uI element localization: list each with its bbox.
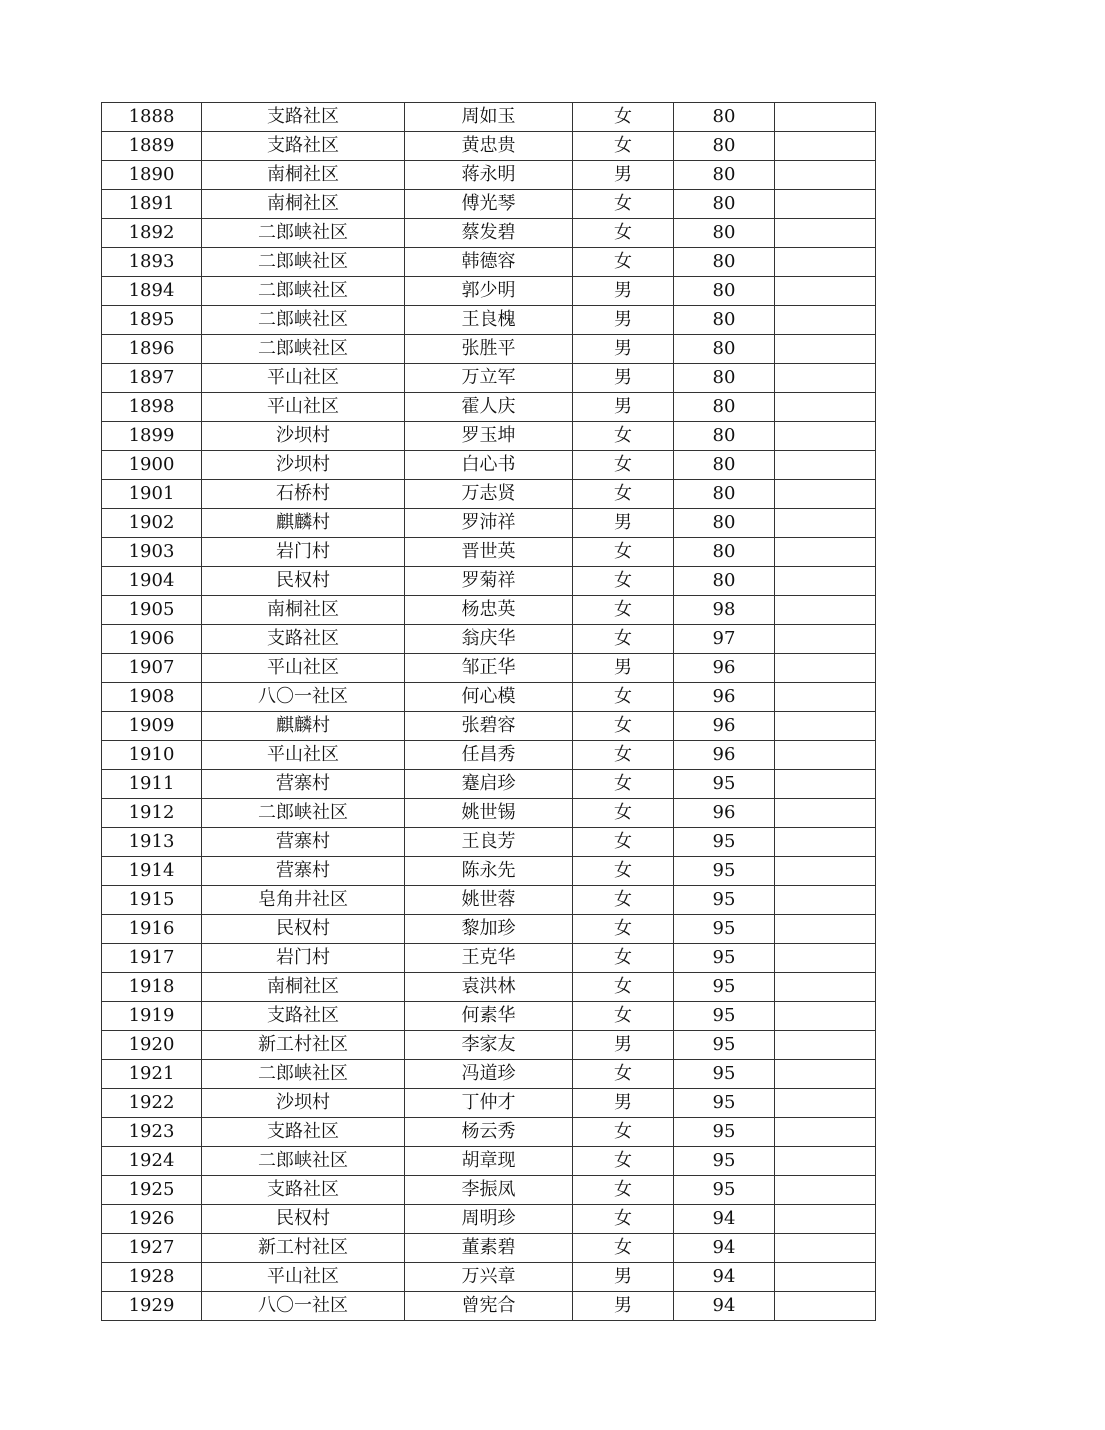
serial-number-cell: 1918 (102, 973, 202, 1002)
gender-cell: 女 (573, 538, 674, 567)
gender-cell: 女 (573, 1118, 674, 1147)
remarks-cell (775, 190, 876, 219)
name-cell: 胡章现 (405, 1147, 573, 1176)
age-cell: 95 (674, 1089, 775, 1118)
remarks-cell (775, 886, 876, 915)
age-cell: 95 (674, 1060, 775, 1089)
serial-number-cell: 1889 (102, 132, 202, 161)
serial-number-cell: 1902 (102, 509, 202, 538)
remarks-cell (775, 1060, 876, 1089)
name-cell: 霍人庆 (405, 393, 573, 422)
remarks-cell (775, 1176, 876, 1205)
gender-cell: 女 (573, 219, 674, 248)
gender-cell: 女 (573, 103, 674, 132)
table-row (102, 1205, 876, 1234)
name-cell: 王良芳 (405, 828, 573, 857)
serial-number-cell: 1892 (102, 219, 202, 248)
gender-cell: 女 (573, 1176, 674, 1205)
remarks-cell (775, 915, 876, 944)
age-cell: 80 (674, 364, 775, 393)
table-row (102, 190, 876, 219)
table-row (102, 625, 876, 654)
age-cell: 80 (674, 132, 775, 161)
community-cell: 平山社区 (202, 654, 405, 683)
remarks-cell (775, 857, 876, 886)
gender-cell: 女 (573, 596, 674, 625)
gender-cell: 男 (573, 277, 674, 306)
name-cell: 张碧容 (405, 712, 573, 741)
name-cell: 王良槐 (405, 306, 573, 335)
name-cell: 陈永先 (405, 857, 573, 886)
table-row (102, 886, 876, 915)
age-cell: 80 (674, 103, 775, 132)
age-cell: 95 (674, 915, 775, 944)
age-cell: 94 (674, 1263, 775, 1292)
name-cell: 何心模 (405, 683, 573, 712)
remarks-cell (775, 712, 876, 741)
community-cell: 二郎峡社区 (202, 277, 405, 306)
table-row (102, 1002, 876, 1031)
age-cell: 96 (674, 683, 775, 712)
gender-cell: 女 (573, 1205, 674, 1234)
name-cell: 杨云秀 (405, 1118, 573, 1147)
remarks-cell (775, 654, 876, 683)
table-row (102, 741, 876, 770)
age-cell: 95 (674, 828, 775, 857)
gender-cell: 女 (573, 1060, 674, 1089)
age-cell: 94 (674, 1292, 775, 1321)
age-cell: 95 (674, 1147, 775, 1176)
name-cell: 周如玉 (405, 103, 573, 132)
table-row (102, 1089, 876, 1118)
table-row (102, 828, 876, 857)
name-cell: 李家友 (405, 1031, 573, 1060)
age-cell: 80 (674, 422, 775, 451)
name-cell: 黄忠贵 (405, 132, 573, 161)
name-cell: 丁仲才 (405, 1089, 573, 1118)
age-cell: 80 (674, 509, 775, 538)
serial-number-cell: 1897 (102, 364, 202, 393)
table-row (102, 973, 876, 1002)
table-row (102, 1234, 876, 1263)
community-cell: 岩门村 (202, 538, 405, 567)
serial-number-cell: 1910 (102, 741, 202, 770)
gender-cell: 女 (573, 451, 674, 480)
community-cell: 二郎峡社区 (202, 248, 405, 277)
table-row (102, 1292, 876, 1321)
serial-number-cell: 1925 (102, 1176, 202, 1205)
name-cell: 黎加珍 (405, 915, 573, 944)
community-cell: 八〇一社区 (202, 683, 405, 712)
table-row (102, 944, 876, 973)
age-cell: 80 (674, 480, 775, 509)
gender-cell: 男 (573, 335, 674, 364)
remarks-cell (775, 451, 876, 480)
name-cell: 周明珍 (405, 1205, 573, 1234)
age-cell: 80 (674, 277, 775, 306)
age-cell: 80 (674, 393, 775, 422)
name-cell: 傅光琴 (405, 190, 573, 219)
name-cell: 姚世锡 (405, 799, 573, 828)
community-cell: 南桐社区 (202, 973, 405, 1002)
serial-number-cell: 1911 (102, 770, 202, 799)
age-cell: 97 (674, 625, 775, 654)
community-cell: 南桐社区 (202, 161, 405, 190)
name-cell: 蹇启珍 (405, 770, 573, 799)
serial-number-cell: 1894 (102, 277, 202, 306)
serial-number-cell: 1916 (102, 915, 202, 944)
remarks-cell (775, 393, 876, 422)
community-cell: 二郎峡社区 (202, 306, 405, 335)
remarks-cell (775, 306, 876, 335)
table-row (102, 480, 876, 509)
remarks-cell (775, 161, 876, 190)
table-row (102, 219, 876, 248)
community-cell: 沙坝村 (202, 451, 405, 480)
community-cell: 南桐社区 (202, 190, 405, 219)
serial-number-cell: 1917 (102, 944, 202, 973)
serial-number-cell: 1923 (102, 1118, 202, 1147)
age-cell: 80 (674, 538, 775, 567)
name-cell: 罗玉坤 (405, 422, 573, 451)
age-cell: 80 (674, 219, 775, 248)
age-cell: 80 (674, 567, 775, 596)
name-cell: 任昌秀 (405, 741, 573, 770)
age-cell: 94 (674, 1205, 775, 1234)
community-cell: 二郎峡社区 (202, 335, 405, 364)
table-row (102, 422, 876, 451)
table-row (102, 364, 876, 393)
table-row (102, 393, 876, 422)
name-cell: 蔡发碧 (405, 219, 573, 248)
serial-number-cell: 1914 (102, 857, 202, 886)
serial-number-cell: 1926 (102, 1205, 202, 1234)
age-cell: 95 (674, 1002, 775, 1031)
table-row (102, 1263, 876, 1292)
gender-cell: 女 (573, 422, 674, 451)
table-row (102, 654, 876, 683)
gender-cell: 男 (573, 509, 674, 538)
table-row (102, 799, 876, 828)
gender-cell: 女 (573, 944, 674, 973)
gender-cell: 女 (573, 567, 674, 596)
age-cell: 80 (674, 451, 775, 480)
table-row (102, 248, 876, 277)
community-cell: 平山社区 (202, 364, 405, 393)
community-cell: 营寨村 (202, 770, 405, 799)
community-cell: 二郎峡社区 (202, 1060, 405, 1089)
name-cell: 蒋永明 (405, 161, 573, 190)
community-cell: 岩门村 (202, 944, 405, 973)
name-cell: 翁庆华 (405, 625, 573, 654)
gender-cell: 女 (573, 480, 674, 509)
name-cell: 曾宪合 (405, 1292, 573, 1321)
age-cell: 80 (674, 335, 775, 364)
community-cell: 皂角井社区 (202, 886, 405, 915)
table-row (102, 1060, 876, 1089)
remarks-cell (775, 509, 876, 538)
community-cell: 二郎峡社区 (202, 1147, 405, 1176)
name-cell: 万兴章 (405, 1263, 573, 1292)
serial-number-cell: 1909 (102, 712, 202, 741)
name-cell: 万立军 (405, 364, 573, 393)
community-cell: 民权村 (202, 915, 405, 944)
table-row (102, 161, 876, 190)
community-cell: 八〇一社区 (202, 1292, 405, 1321)
table-row (102, 712, 876, 741)
age-cell: 95 (674, 944, 775, 973)
name-cell: 冯道珍 (405, 1060, 573, 1089)
name-cell: 王克华 (405, 944, 573, 973)
gender-cell: 男 (573, 1089, 674, 1118)
community-cell: 支路社区 (202, 103, 405, 132)
serial-number-cell: 1919 (102, 1002, 202, 1031)
serial-number-cell: 1895 (102, 306, 202, 335)
remarks-cell (775, 944, 876, 973)
serial-number-cell: 1896 (102, 335, 202, 364)
remarks-cell (775, 741, 876, 770)
remarks-cell (775, 683, 876, 712)
name-cell: 韩德容 (405, 248, 573, 277)
name-cell: 姚世蓉 (405, 886, 573, 915)
remarks-cell (775, 973, 876, 1002)
gender-cell: 女 (573, 915, 674, 944)
community-cell: 新工村社区 (202, 1031, 405, 1060)
name-cell: 张胜平 (405, 335, 573, 364)
remarks-cell (775, 422, 876, 451)
table-row (102, 103, 876, 132)
community-cell: 支路社区 (202, 1176, 405, 1205)
serial-number-cell: 1920 (102, 1031, 202, 1060)
gender-cell: 男 (573, 393, 674, 422)
age-cell: 95 (674, 973, 775, 1002)
serial-number-cell: 1900 (102, 451, 202, 480)
gender-cell: 男 (573, 306, 674, 335)
remarks-cell (775, 1263, 876, 1292)
gender-cell: 男 (573, 1292, 674, 1321)
gender-cell: 女 (573, 857, 674, 886)
gender-cell: 女 (573, 770, 674, 799)
age-cell: 95 (674, 770, 775, 799)
age-cell: 95 (674, 1031, 775, 1060)
remarks-cell (775, 103, 876, 132)
gender-cell: 女 (573, 132, 674, 161)
serial-number-cell: 1922 (102, 1089, 202, 1118)
remarks-cell (775, 1089, 876, 1118)
remarks-cell (775, 567, 876, 596)
serial-number-cell: 1928 (102, 1263, 202, 1292)
age-cell: 96 (674, 654, 775, 683)
table-row (102, 770, 876, 799)
serial-number-cell: 1903 (102, 538, 202, 567)
gender-cell: 女 (573, 1002, 674, 1031)
table-row (102, 683, 876, 712)
gender-cell: 女 (573, 248, 674, 277)
community-cell: 支路社区 (202, 1118, 405, 1147)
age-cell: 98 (674, 596, 775, 625)
remarks-cell (775, 1147, 876, 1176)
serial-number-cell: 1915 (102, 886, 202, 915)
age-cell: 95 (674, 1118, 775, 1147)
remarks-cell (775, 364, 876, 393)
gender-cell: 女 (573, 828, 674, 857)
serial-number-cell: 1908 (102, 683, 202, 712)
serial-number-cell: 1907 (102, 654, 202, 683)
age-cell: 95 (674, 857, 775, 886)
gender-cell: 女 (573, 973, 674, 1002)
roster-table (101, 102, 876, 1321)
gender-cell: 女 (573, 1147, 674, 1176)
gender-cell: 女 (573, 741, 674, 770)
table-row (102, 306, 876, 335)
remarks-cell (775, 219, 876, 248)
community-cell: 新工村社区 (202, 1234, 405, 1263)
age-cell: 80 (674, 248, 775, 277)
gender-cell: 男 (573, 1263, 674, 1292)
remarks-cell (775, 1002, 876, 1031)
remarks-cell (775, 770, 876, 799)
name-cell: 李振凤 (405, 1176, 573, 1205)
remarks-cell (775, 596, 876, 625)
remarks-cell (775, 335, 876, 364)
name-cell: 何素华 (405, 1002, 573, 1031)
remarks-cell (775, 625, 876, 654)
remarks-cell (775, 1118, 876, 1147)
table-row (102, 1147, 876, 1176)
gender-cell: 男 (573, 1031, 674, 1060)
serial-number-cell: 1906 (102, 625, 202, 654)
community-cell: 支路社区 (202, 1002, 405, 1031)
remarks-cell (775, 1292, 876, 1321)
age-cell: 95 (674, 1176, 775, 1205)
remarks-cell (775, 480, 876, 509)
serial-number-cell: 1901 (102, 480, 202, 509)
community-cell: 麒麟村 (202, 509, 405, 538)
community-cell: 支路社区 (202, 625, 405, 654)
name-cell: 邹正华 (405, 654, 573, 683)
gender-cell: 男 (573, 161, 674, 190)
name-cell: 罗沛祥 (405, 509, 573, 538)
serial-number-cell: 1891 (102, 190, 202, 219)
gender-cell: 女 (573, 683, 674, 712)
community-cell: 南桐社区 (202, 596, 405, 625)
table-row (102, 538, 876, 567)
gender-cell: 女 (573, 799, 674, 828)
serial-number-cell: 1893 (102, 248, 202, 277)
serial-number-cell: 1924 (102, 1147, 202, 1176)
table-row (102, 451, 876, 480)
table-row (102, 567, 876, 596)
name-cell: 白心书 (405, 451, 573, 480)
remarks-cell (775, 828, 876, 857)
community-cell: 二郎峡社区 (202, 799, 405, 828)
serial-number-cell: 1888 (102, 103, 202, 132)
remarks-cell (775, 1031, 876, 1060)
community-cell: 沙坝村 (202, 422, 405, 451)
gender-cell: 男 (573, 654, 674, 683)
community-cell: 民权村 (202, 1205, 405, 1234)
serial-number-cell: 1913 (102, 828, 202, 857)
community-cell: 平山社区 (202, 1263, 405, 1292)
age-cell: 94 (674, 1234, 775, 1263)
serial-number-cell: 1927 (102, 1234, 202, 1263)
table-row (102, 509, 876, 538)
table-row (102, 857, 876, 886)
community-cell: 民权村 (202, 567, 405, 596)
age-cell: 96 (674, 741, 775, 770)
community-cell: 麒麟村 (202, 712, 405, 741)
community-cell: 支路社区 (202, 132, 405, 161)
table-row (102, 1176, 876, 1205)
remarks-cell (775, 1205, 876, 1234)
table-row (102, 1118, 876, 1147)
community-cell: 平山社区 (202, 741, 405, 770)
table-row (102, 915, 876, 944)
name-cell: 董素碧 (405, 1234, 573, 1263)
table-row (102, 132, 876, 161)
age-cell: 96 (674, 712, 775, 741)
serial-number-cell: 1921 (102, 1060, 202, 1089)
serial-number-cell: 1905 (102, 596, 202, 625)
community-cell: 二郎峡社区 (202, 219, 405, 248)
roster-table-body (102, 103, 876, 1321)
age-cell: 80 (674, 161, 775, 190)
community-cell: 沙坝村 (202, 1089, 405, 1118)
gender-cell: 女 (573, 190, 674, 219)
table-row (102, 1031, 876, 1060)
community-cell: 平山社区 (202, 393, 405, 422)
serial-number-cell: 1912 (102, 799, 202, 828)
gender-cell: 女 (573, 625, 674, 654)
gender-cell: 女 (573, 712, 674, 741)
table-row (102, 277, 876, 306)
table-row (102, 335, 876, 364)
remarks-cell (775, 1234, 876, 1263)
serial-number-cell: 1899 (102, 422, 202, 451)
remarks-cell (775, 132, 876, 161)
name-cell: 杨忠英 (405, 596, 573, 625)
remarks-cell (775, 248, 876, 277)
serial-number-cell: 1898 (102, 393, 202, 422)
age-cell: 95 (674, 886, 775, 915)
age-cell: 96 (674, 799, 775, 828)
community-cell: 营寨村 (202, 828, 405, 857)
name-cell: 万志贤 (405, 480, 573, 509)
name-cell: 罗菊祥 (405, 567, 573, 596)
remarks-cell (775, 538, 876, 567)
gender-cell: 女 (573, 886, 674, 915)
table-row (102, 596, 876, 625)
gender-cell: 男 (573, 364, 674, 393)
age-cell: 80 (674, 190, 775, 219)
community-cell: 石桥村 (202, 480, 405, 509)
community-cell: 营寨村 (202, 857, 405, 886)
gender-cell: 女 (573, 1234, 674, 1263)
serial-number-cell: 1904 (102, 567, 202, 596)
name-cell: 袁洪林 (405, 973, 573, 1002)
remarks-cell (775, 799, 876, 828)
age-cell: 80 (674, 306, 775, 335)
name-cell: 郭少明 (405, 277, 573, 306)
remarks-cell (775, 277, 876, 306)
serial-number-cell: 1929 (102, 1292, 202, 1321)
serial-number-cell: 1890 (102, 161, 202, 190)
name-cell: 晋世英 (405, 538, 573, 567)
